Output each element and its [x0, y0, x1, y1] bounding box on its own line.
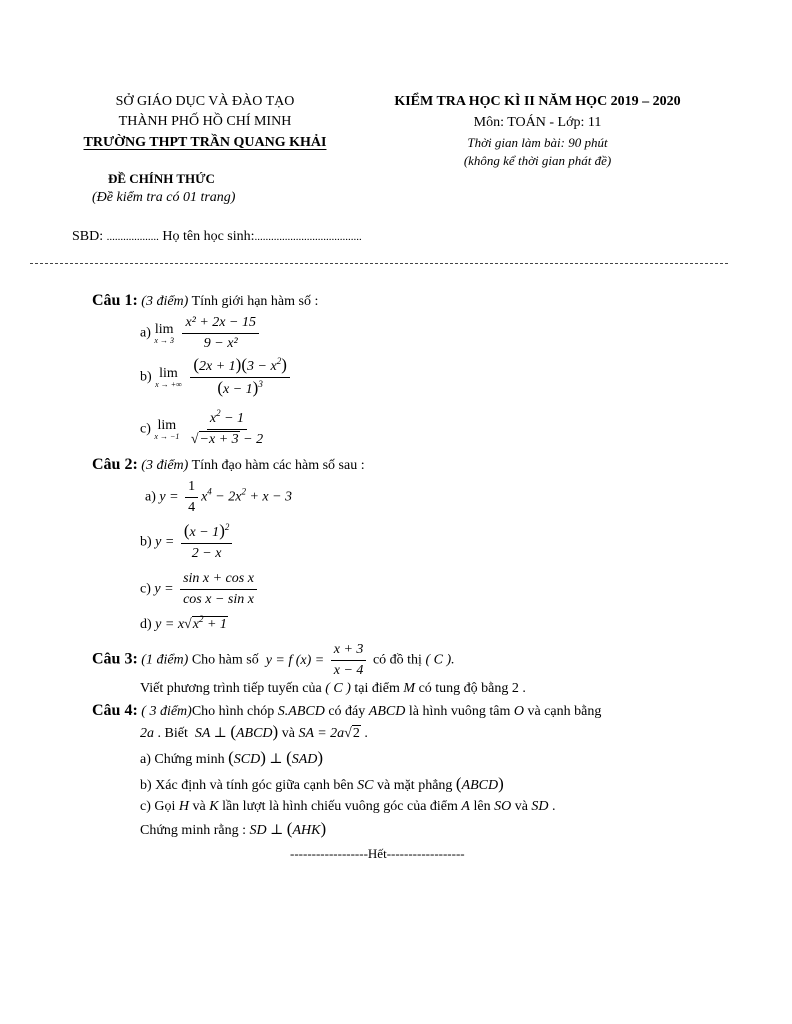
end-marker: ------------------Hết------------------ [290, 846, 465, 861]
question-4-givens: 2a . Biết SA ⊥ (ABCD) và SA = 2a√2 . [140, 722, 368, 741]
question-2d: d) $y = x√x^2 + 1$ [140, 614, 227, 632]
question-2c: c) y = $\frac{\text{sin x + cos x}}{\text{cos x − sin x}}$ [140, 570, 260, 609]
question-2-heading: Câu 2: (3 điểm) Tính đạo hàm các hàm số sau : [92, 456, 365, 473]
question-1c: c) lim x → −1 $\frac{x^2 - 1}{√-x + 3 - 2}$ [140, 408, 264, 447]
sbd-blank[interactable]: ................... [106, 231, 159, 243]
question-1-heading: Câu 1: (3 điểm) Tính giới hạn hàm số : [92, 292, 319, 309]
question-4a: a) Chứng minh (SCD) ⊥ (SAD) [140, 748, 324, 767]
question-4-heading: Câu 4: ( 3 điểm)Cho hình chóp S.ABCD có đáy ABCD là hình vuông tâm O và cạnh bằng [92, 702, 602, 719]
question-2a: a) y = $\frac{1}{4}$ $x^4 - 2x^2 + x - 3$ [145, 479, 293, 515]
school-name: TRƯỜNG THPT TRẦN QUANG KHẢI [83, 135, 327, 150]
student-info-line [72, 229, 362, 245]
question-4b: b) Xác định và tính góc giữa cạnh bên SC và mặt phẳng (ABCD) [140, 774, 504, 793]
student-name-label: Họ tên học sinh: [162, 229, 255, 244]
separator-line [30, 263, 728, 264]
time-line: Thời gian làm bài: 90 phút [467, 135, 608, 150]
department-line1: SỞ GIÁO DỤC VÀ ĐÀO TẠO [115, 94, 295, 109]
official-exam-label: ĐỀ CHÍNH THỨC [108, 171, 215, 186]
subject-line: Môn: TOÁN - Lớp: 11 [473, 115, 602, 130]
pages-note: (Đề kiểm tra có 01 trang) [92, 190, 236, 205]
question-4c-prove: Chứng minh rằng : SD ⊥ (AHK) [140, 819, 327, 838]
time-note: (không kể thời gian phát đề) [463, 153, 612, 168]
question-2b: b) y = $\frac{(x - 1)^2}{2 - x}$ [140, 522, 235, 563]
student-name-blank[interactable]: ....................................... [254, 231, 362, 243]
question-3-heading: Câu 3: (1 điểm) Cho hàm số y = f (x) = $\frac{x + 3}{x - 4}$ có đồ thị ( C ). [92, 642, 455, 678]
question-4c: c) Gọi H và K lần lượt là hình chiếu vuông góc của điểm A lên SO và SD . [140, 799, 556, 814]
department-line2: THÀNH PHỐ HỒ CHÍ MINH [118, 114, 292, 129]
question-1a: a) lim x → 3 $\frac{\text{x² + 2x − 15}}{\text{9 − x²}}$ [140, 314, 262, 353]
exam-title: KIỂM TRA HỌC KÌ II NĂM HỌC 2019 – 2020 [394, 94, 681, 109]
sbd-label: SBD: [72, 229, 104, 244]
question-1b: b) lim x → +∞ $\frac{(2x + 1)(3 - x^2)}{(x - 1)^3}$ [140, 356, 293, 399]
question-3-task: Viết phương trình tiếp tuyến của ( C ) tại điểm M có tung độ bằng 2 . [140, 681, 526, 696]
